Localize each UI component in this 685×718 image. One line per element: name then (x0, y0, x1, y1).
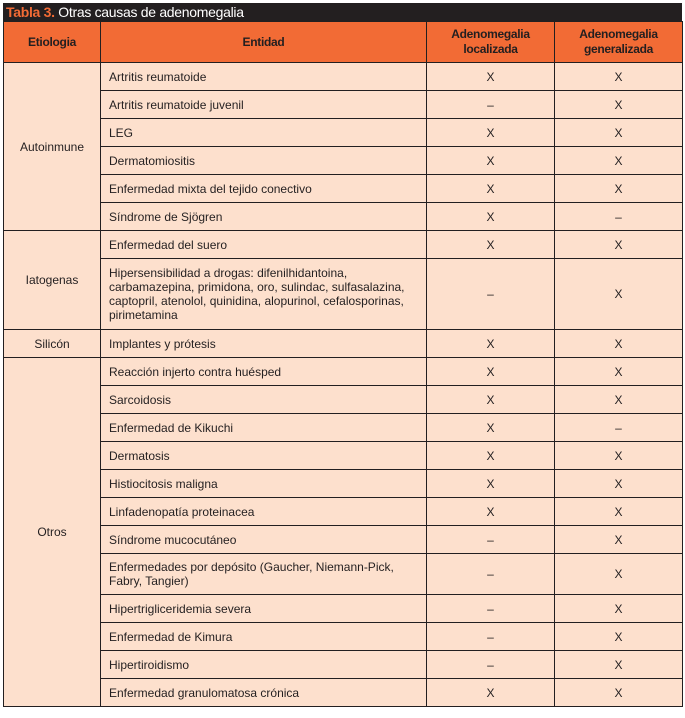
etiologia-cell: Silicón (4, 330, 101, 358)
entidad-cell: Enfermedades por depósito (Gaucher, Niemann-Pick, Fabry, Tangier) (101, 554, 427, 595)
entidad-cell: Dermatomiositis (101, 147, 427, 175)
generalizada-cell: X (555, 470, 683, 498)
localizada-cell: X (427, 203, 555, 231)
generalizada-cell: X (555, 526, 683, 554)
entidad-cell: Dermatosis (101, 442, 427, 470)
generalizada-cell: – (555, 414, 683, 442)
header-localizada: Adenomegalia localizada (427, 22, 555, 63)
generalizada-cell: X (555, 651, 683, 679)
localizada-cell: X (427, 386, 555, 414)
generalizada-cell: X (555, 623, 683, 651)
entidad-cell: Hipertiroidismo (101, 651, 427, 679)
table-row (4, 526, 683, 554)
localizada-cell: – (427, 595, 555, 623)
table-number: Tabla 3. (6, 4, 55, 20)
header-generalizada: Adenomegalia generalizada (555, 22, 683, 63)
generalizada-cell: X (555, 175, 683, 203)
header-entidad: Entidad (101, 22, 427, 63)
generalizada-cell: X (555, 679, 683, 707)
table-row (4, 623, 683, 651)
localizada-cell: – (427, 91, 555, 119)
causes-table (3, 21, 683, 707)
entidad-cell: Enfermedad granulomatosa crónica (101, 679, 427, 707)
entidad-cell: Reacción injerto contra huésped (101, 358, 427, 386)
entidad-cell: Histiocitosis maligna (101, 470, 427, 498)
entidad-cell: Hipertrigliceridemia severa (101, 595, 427, 623)
table-row (4, 470, 683, 498)
generalizada-cell: X (555, 442, 683, 470)
table-title (3, 3, 682, 21)
localizada-cell: X (427, 442, 555, 470)
localizada-cell: X (427, 470, 555, 498)
table-row (4, 147, 683, 175)
localizada-cell: X (427, 119, 555, 147)
etiologia-cell: Iatogenas (4, 231, 101, 330)
etiologia-cell: Autoinmune (4, 63, 101, 231)
table-row (4, 358, 683, 386)
localizada-cell: – (427, 554, 555, 595)
table-row (4, 442, 683, 470)
table-row (4, 330, 683, 358)
table-row (4, 91, 683, 119)
localizada-cell: X (427, 231, 555, 259)
localizada-cell: – (427, 259, 555, 330)
localizada-cell: X (427, 330, 555, 358)
entidad-cell: Enfermedad del suero (101, 231, 427, 259)
table-row (4, 63, 683, 91)
table-row (4, 386, 683, 414)
generalizada-cell: X (555, 554, 683, 595)
generalizada-cell: X (555, 91, 683, 119)
entidad-cell: Enfermedad de Kikuchi (101, 414, 427, 442)
generalizada-cell: X (555, 259, 683, 330)
entidad-cell: Hipersensibilidad a drogas: difenilhidantoina, carbamazepina, primidona, oro, sulindac, sulfasalazina, captopril, atenolol, quinidina, alopurinol, cefalosporinas, pirimetamina (101, 259, 427, 330)
generalizada-cell: X (555, 386, 683, 414)
localizada-cell: X (427, 63, 555, 91)
localizada-cell: X (427, 679, 555, 707)
header-row (4, 22, 683, 63)
table-row (4, 595, 683, 623)
localizada-cell: – (427, 651, 555, 679)
localizada-cell: X (427, 498, 555, 526)
generalizada-cell: X (555, 63, 683, 91)
generalizada-cell: X (555, 498, 683, 526)
entidad-cell: Síndrome de Sjögren (101, 203, 427, 231)
entidad-cell: Artritis reumatoide (101, 63, 427, 91)
etiologia-cell: Otros (4, 358, 101, 707)
table-caption: Otras causas de adenomegalia (54, 4, 244, 20)
entidad-cell: Sarcoidosis (101, 386, 427, 414)
header-etiologia: Etiologia (4, 22, 101, 63)
generalizada-cell: X (555, 147, 683, 175)
localizada-cell: X (427, 414, 555, 442)
generalizada-cell: X (555, 119, 683, 147)
table-row (4, 679, 683, 707)
entidad-cell: Linfadenopatía proteinacea (101, 498, 427, 526)
entidad-cell: Implantes y prótesis (101, 330, 427, 358)
generalizada-cell: X (555, 595, 683, 623)
localizada-cell: – (427, 623, 555, 651)
table-row (4, 119, 683, 147)
generalizada-cell: – (555, 203, 683, 231)
localizada-cell: X (427, 147, 555, 175)
entidad-cell: Enfermedad mixta del tejido conectivo (101, 175, 427, 203)
table-row (4, 498, 683, 526)
entidad-cell: LEG (101, 119, 427, 147)
table-row (4, 554, 683, 595)
localizada-cell: X (427, 358, 555, 386)
table-body (4, 63, 683, 707)
localizada-cell: – (427, 526, 555, 554)
generalizada-cell: X (555, 330, 683, 358)
table-row (4, 203, 683, 231)
table-row (4, 414, 683, 442)
entidad-cell: Artritis reumatoide juvenil (101, 91, 427, 119)
localizada-cell: X (427, 175, 555, 203)
table-container (3, 3, 682, 707)
generalizada-cell: X (555, 231, 683, 259)
generalizada-cell: X (555, 358, 683, 386)
table-row (4, 175, 683, 203)
entidad-cell: Enfermedad de Kimura (101, 623, 427, 651)
table-row (4, 651, 683, 679)
entidad-cell: Síndrome mucocutáneo (101, 526, 427, 554)
table-row (4, 259, 683, 330)
table-row (4, 231, 683, 259)
